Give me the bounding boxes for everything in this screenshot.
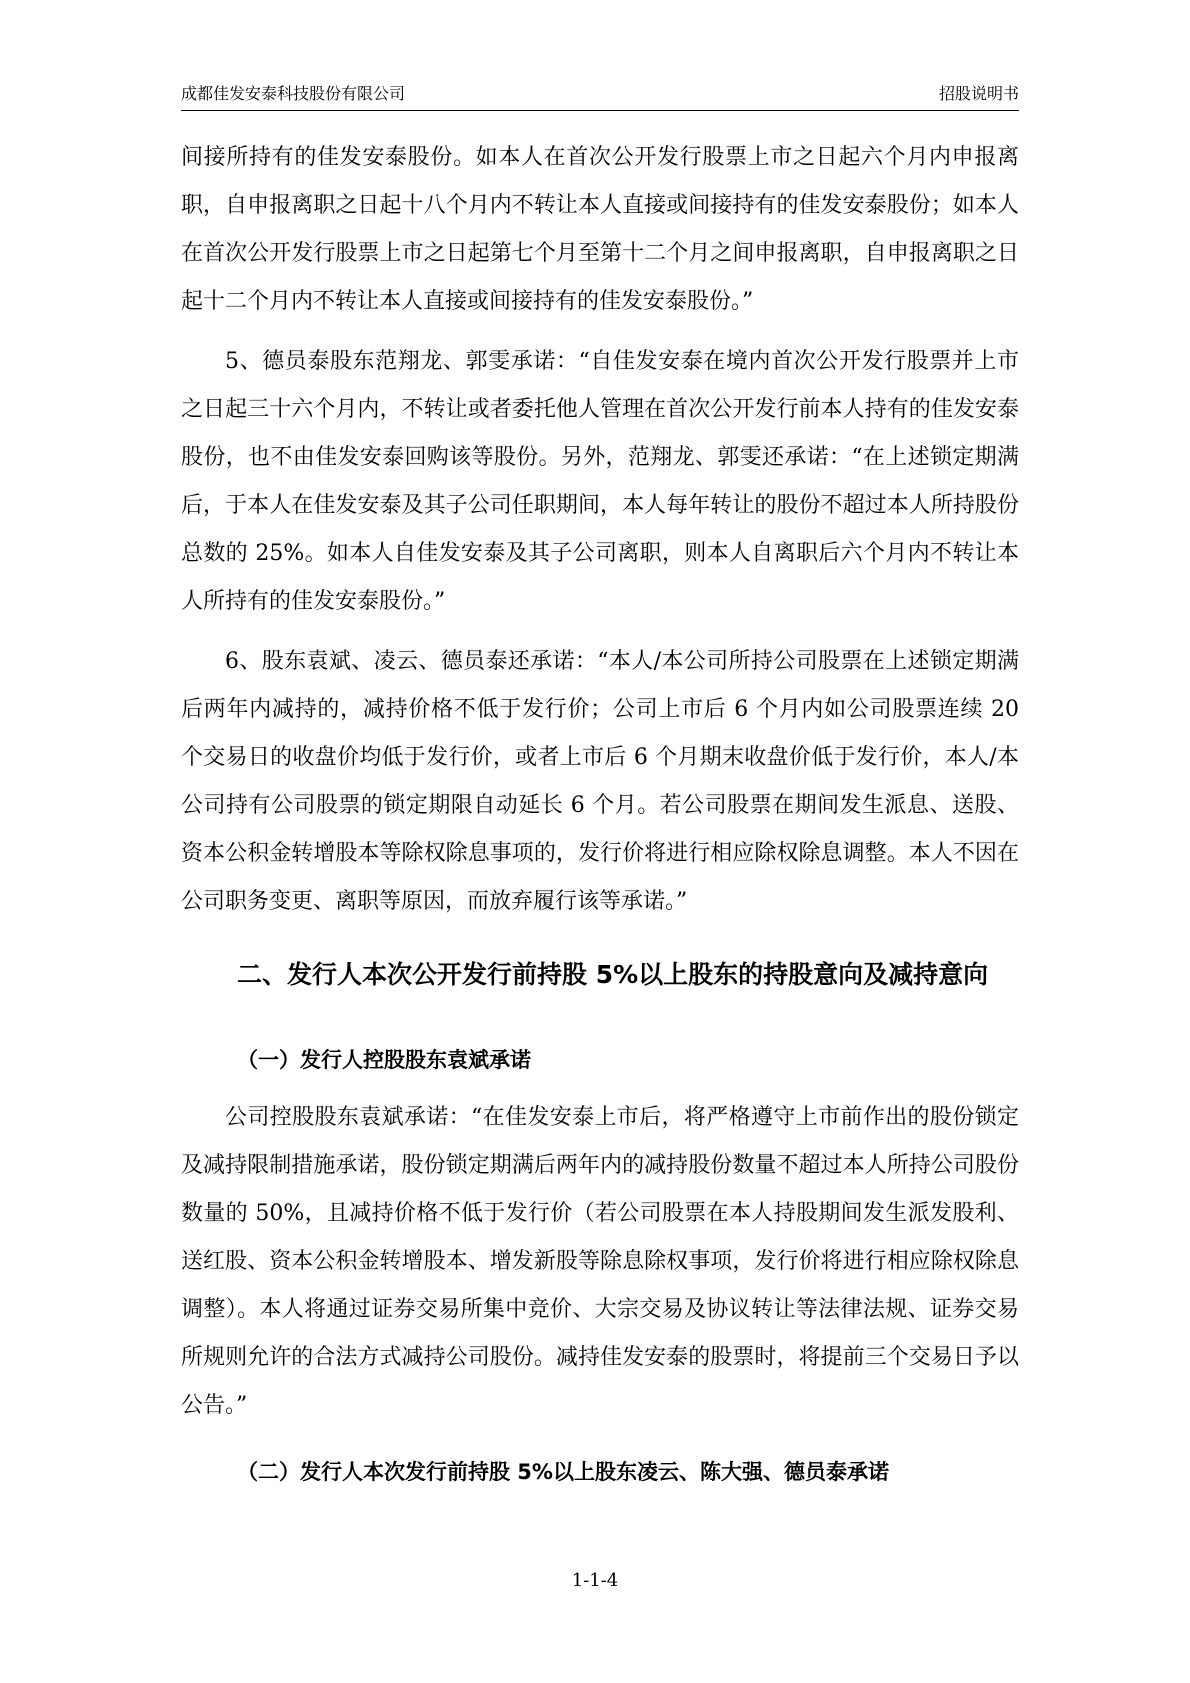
subsection-heading-2: （二）发行人本次发行前持股 5%以上股东凌云、陈大强、德员泰承诺 bbox=[237, 1460, 889, 1484]
page-header bbox=[181, 78, 1019, 111]
paragraph-controlling-shareholder: 公司控股股东袁斌承诺：“在佳发安泰上市后，将严格遵守上市前作出的股份锁定及减持限制措施承诺，股份锁定期满后两年内的减持股份数量不超过本人所持公司股份数量的 50%，且减持价格不低于发行价（若公司股票在本人持股期间发生派发股利、送红股、资本公积金转增股本、增发新股等除息除权事项，发行价将进行相应除权除息调整）。本人将通过证券交易所集中竞价、大宗交易及协议转让等法律法规、证券交易所规则允许的合法方式减持公司股份。减持佳发安泰的股票时，将提前三个交易日予以公告。” bbox=[181, 1105, 1019, 1418]
header-document-type: 招股说明书 bbox=[938, 84, 1019, 103]
subsection-heading-1: （一）发行人控股股东袁斌承诺 bbox=[237, 1048, 531, 1072]
header-company-name: 成都佳发安泰科技股份有限公司 bbox=[181, 84, 406, 103]
section-heading: 二、发行人本次公开发行前持股 5%以上股东的持股意向及减持意向 bbox=[237, 960, 989, 989]
document-body bbox=[181, 134, 1019, 1506]
page-number: 1-1-4 bbox=[571, 1570, 619, 1591]
paragraph-item-6: 6、股东袁斌、凌云、德员泰还承诺：“本人/本公司所持公司股票在上述锁定期满后两年内减持的，减持价格不低于发行价；公司上市后 6 个月内如公司股票连续 20 个交易日的收盘价均低于发行价，或者上市后 6 个月期末收盘价低于发行价，本人/本公司持有公司股票的锁定期限自动延长 6 个月。若公司股票在期间发生派息、送股、资本公积金转增股本等除权除息事项的，发行价将进行相应除权除息调整。本人不因在公司职务变更、离职等原因，而放弃履行该等承诺。” bbox=[181, 649, 1019, 914]
paragraph-continuation: 间接所持有的佳发安泰股份。如本人在首次公开发行股票上市之日起六个月内申报离职，自申报离职之日起十八个月内不转让本人直接或间接持有的佳发安泰股份；如本人在首次公开发行股票上市之日起第七个月至第十二个月之间申报离职，自申报离职之日起十二个月内不转让本人直接或间接持有的佳发安泰股份。” bbox=[181, 145, 1019, 314]
paragraph-item-5: 5、德员泰股东范翔龙、郭雯承诺：“自佳发安泰在境内首次公开发行股票并上市之日起三十六个月内，不转让或者委托他人管理在首次公开发行前本人持有的佳发安泰股份，也不由佳发安泰回购该等股份。另外，范翔龙、郭雯还承诺：“在上述锁定期满后，于本人在佳发安泰及其子公司任职期间，本人每年转让的股份不超过本人所持股份总数的 25%。如本人自佳发安泰及其子公司离职，则本人自离职后六个月内不转让本人所持有的佳发安泰股份。” bbox=[181, 349, 1019, 614]
